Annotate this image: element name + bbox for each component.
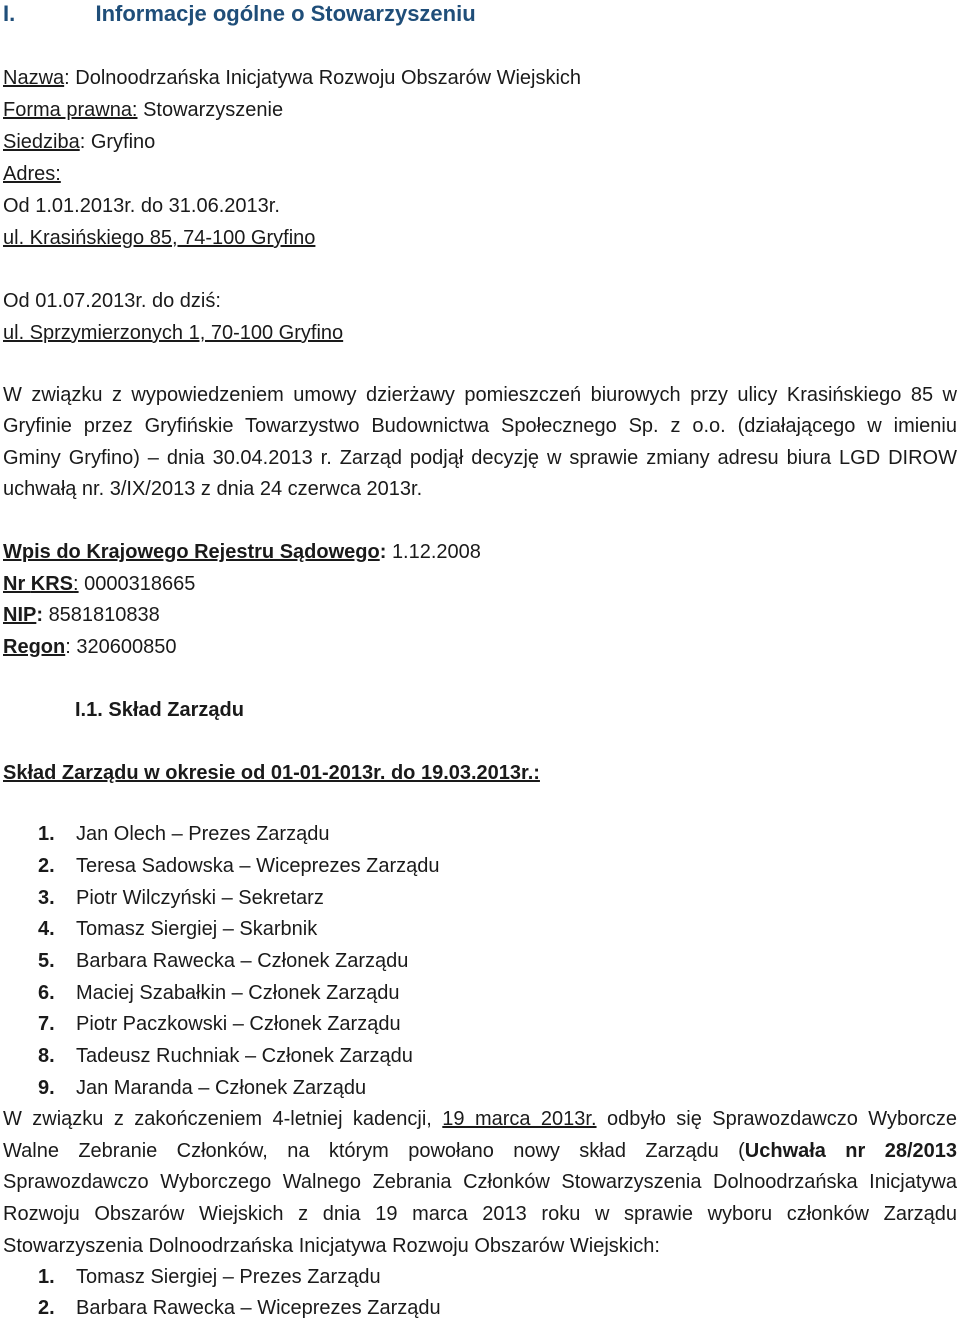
section-title: Informacje ogólne o Stowarzyszeniu (95, 1, 476, 26)
nazwa-label: Nazwa (3, 67, 65, 89)
address1-street: ul. Krasińskiego 85, 74-100 Gryfino (3, 227, 316, 249)
adres-label: Adres: (3, 163, 61, 185)
list-number: 5. (38, 950, 55, 972)
nip-value: 8581810838 (48, 604, 160, 626)
list-number: 7. (38, 1013, 55, 1035)
list-item (38, 981, 400, 1005)
address1-period: Od 1.01.2013r. do 31.06.2013r. (3, 195, 280, 217)
list-item (38, 949, 408, 973)
list-text: Barbara Rawecka – Wiceprezes Zarządu (76, 1297, 441, 1319)
relocation-line-3: Gminy Gryfino) – dnia 30.04.2013 r. Zarząd podjął decyzję w sprawie zmiany adresu biura LGD DIROW (3, 447, 957, 469)
list-item (38, 886, 324, 910)
list-item (38, 1265, 381, 1289)
siedziba-value: Gryfino (90, 131, 156, 153)
nr-krs-label-pre: Nr (3, 573, 31, 595)
list-number: 1. (38, 823, 55, 845)
list-number: 3. (38, 887, 55, 909)
election-line-5: Stowarzyszenia Dolnoodrzańska Inicjatywa Rozwoju Obszarów Wiejskich: (3, 1235, 660, 1257)
krs-entry-label: Wpis do Krajowego Rejestru Sądowego (3, 541, 380, 563)
siedziba-label: Siedziba (3, 131, 80, 153)
list-item (38, 1296, 441, 1320)
list-item (38, 1012, 401, 1036)
address2-period: Od 01.07.2013r. do dziś: (3, 290, 221, 312)
relocation-line-1: W związku z wypowiedzeniem umowy dzierżawy pomieszczeń biurowych przy ulicy Krasińskiego 85 w (3, 384, 957, 406)
nr-krs-label: KRS (30, 573, 74, 595)
nazwa-value: Dolnoodrzańska Inicjatywa Rozwoju Obszarów Wiejskich (75, 67, 582, 89)
forma-prawna-value: Stowarzyszenie (143, 99, 284, 121)
forma-prawna-row (3, 98, 283, 122)
list-item (38, 917, 317, 941)
relocation-line-2: Gryfinie przez Gryfińskie Towarzystwo Budownictwa Społecznego Sp. z o.o. (działającego w imieniu (3, 415, 957, 437)
election-text: Walne Zebranie Członków, na którym powołano nowy skład Zarządu ( (3, 1140, 745, 1162)
relocation-line-4: uchwałą nr. 3/IX/2013 z dnia 24 czerwca 2013r. (3, 478, 423, 500)
subsection-number: I.1. (75, 699, 103, 721)
election-text: W związku z zakończeniem 4-letniej kadencji, (3, 1108, 432, 1130)
list-item (38, 854, 440, 878)
list-text: Piotr Wilczyński – Sekretarz (76, 887, 324, 909)
list-item (38, 1044, 413, 1068)
list-text: Tomasz Siergiej – Prezes Zarządu (76, 1266, 381, 1288)
list-number: 9. (38, 1077, 55, 1099)
nr-krs-value: 0000318665 (84, 573, 196, 595)
list-text: Piotr Paczkowski – Członek Zarządu (76, 1013, 401, 1035)
election-line-3: Sprawozdawczo Wyborczego Walnego Zebrania Członków Stowarzyszenia Dolnoodrzańska Inicjatywa (3, 1171, 957, 1193)
list-text: Jan Olech – Prezes Zarządu (76, 823, 330, 845)
board-period-heading: Skład Zarządu w okresie od 01-01-2013r. do 19.03.2013r.: (3, 762, 540, 784)
list-item (38, 1076, 366, 1100)
list-text: Tadeusz Ruchniak – Członek Zarządu (76, 1045, 413, 1067)
list-text: Teresa Sadowska – Wiceprezes Zarządu (76, 855, 440, 877)
nip-label: NIP (3, 604, 37, 626)
list-text: Jan Maranda – Członek Zarządu (76, 1077, 367, 1099)
subsection-title: Skład Zarządu (108, 699, 244, 721)
krs-entry-row: Wpis do Krajowego Rejestru Sądowego: 1.12.2008 (3, 541, 481, 563)
list-number: 2. (38, 1297, 55, 1319)
election-line-1 (3, 1107, 957, 1131)
subsection-heading (75, 698, 244, 722)
list-text: Tomasz Siergiej – Skarbnik (76, 918, 318, 940)
resolution-number: Uchwała nr 28/2013 (744, 1140, 957, 1162)
address2-street: ul. Sprzymierzonych 1, 70-100 Gryfino (3, 322, 344, 344)
election-text: odbyło się Sprawozdawczo Wyborcze (606, 1108, 958, 1130)
list-text: Barbara Rawecka – Członek Zarządu (76, 950, 409, 972)
siedziba-row: Siedziba: Gryfino (3, 131, 156, 153)
list-number: 8. (38, 1045, 55, 1067)
section-number: I. (3, 1, 16, 26)
list-number: 2. (38, 855, 55, 877)
election-line-4: Rozwoju Obszarów Wiejskich z dnia 19 marca 2013 roku w sprawie wyboru członków Zarządu (3, 1203, 957, 1225)
forma-prawna-label: Forma prawna: (3, 99, 138, 121)
section-heading (3, 2, 476, 26)
list-item (38, 822, 329, 846)
list-number: 1. (38, 1266, 55, 1288)
list-number: 6. (38, 982, 55, 1004)
regon-row: Regon: 320600850 (3, 636, 177, 658)
list-number: 4. (38, 918, 55, 940)
election-date: 19 marca 2013r. (442, 1108, 597, 1130)
nr-krs-row: Nr KRS: 0000318665 (3, 573, 196, 595)
election-line-2 (3, 1139, 957, 1163)
nip-row: NIP: 8581810838 (3, 604, 160, 626)
regon-value: 320600850 (76, 636, 177, 658)
list-text: Maciej Szabałkin – Członek Zarządu (76, 982, 400, 1004)
nazwa-row: Nazwa: Dolnoodrzańska Inicjatywa Rozwoju Obszarów Wiejskich (3, 67, 582, 89)
krs-entry-value: 1.12.2008 (391, 541, 481, 563)
regon-label: Regon (3, 636, 66, 658)
